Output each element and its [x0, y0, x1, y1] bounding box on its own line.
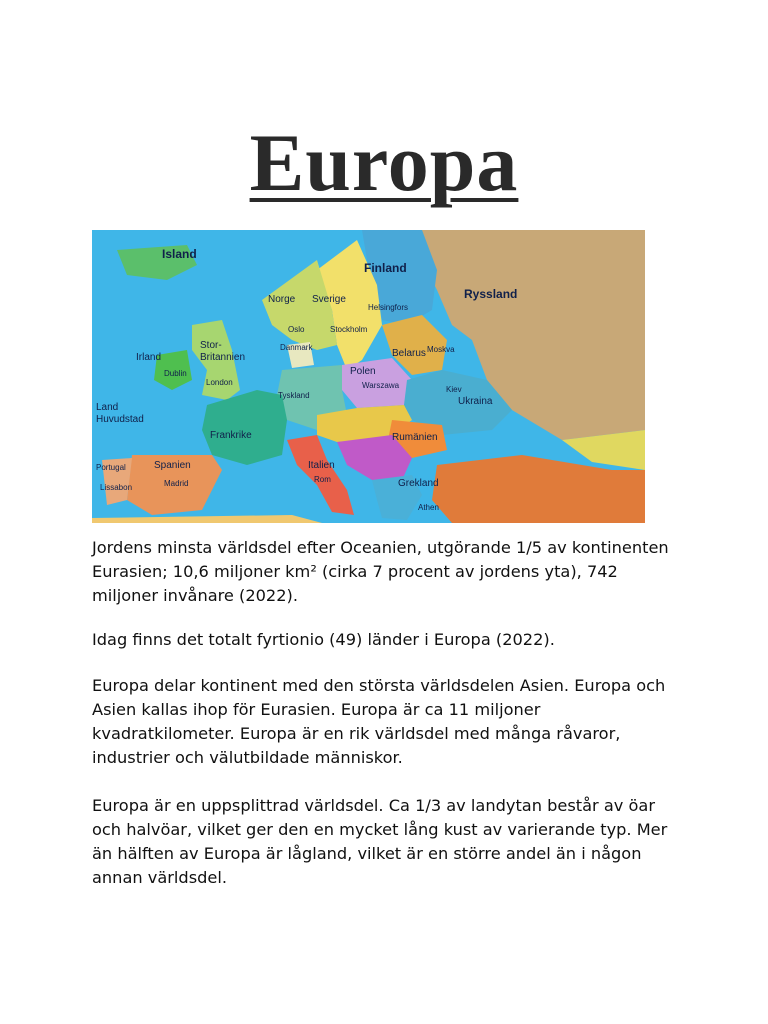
- paragraph-4-text: Europa är en uppsplittrad världsdel. Ca 1/3 av landytan består av öar och halvöar, vilket ger den en mycket lång kust av varierande typ. Mer än hälften av Europa är lågland, vilket är en större andel än i någon annan världsdel.: [92, 796, 668, 887]
- label-rumanien: Rumänien: [392, 432, 438, 443]
- label-belarus: Belarus: [392, 348, 426, 359]
- paragraph-2: [92, 628, 682, 652]
- label-irland: Irland: [136, 352, 162, 363]
- paragraph-3-text: Europa delar kontinent med den största världsdelen Asien. Europa och Asien kallas ihop för Eurasien. Europa är ca 11 miljoner kvadratkilometer. Europa är en rik världsdel med många råvaror, industrier och välutbildade människor.: [92, 676, 666, 767]
- label-storbritannien-2: Britannien: [200, 352, 246, 363]
- paragraph-2-text: Idag finns det totalt fyrtionio (49) länder i Europa (2022).: [92, 630, 555, 649]
- legend-huvudstad: Huvudstad: [96, 414, 144, 425]
- europe-map: [92, 230, 645, 523]
- label-storbritannien-1: Stor-: [200, 340, 222, 351]
- label-kiev: Kiev: [446, 385, 462, 394]
- label-warszawa: Warszawa: [362, 381, 400, 390]
- label-helsingfors: Helsingfors: [368, 303, 409, 312]
- paragraph-1: [92, 536, 682, 608]
- label-ryssland: Ryssland: [464, 287, 518, 301]
- label-ukraina: Ukraina: [458, 396, 493, 407]
- europe-map-svg: [92, 230, 645, 523]
- label-frankrike: Frankrike: [210, 430, 252, 441]
- page-title: [0, 118, 768, 208]
- label-athen: Athen: [418, 503, 439, 512]
- paragraph-4: [92, 794, 682, 890]
- label-dublin: Dublin: [164, 369, 187, 378]
- label-madrid: Madrid: [164, 479, 189, 488]
- label-island: Island: [162, 247, 197, 261]
- label-italien: Italien: [308, 460, 335, 471]
- legend-land: Land: [96, 402, 119, 413]
- title-text: Europa: [249, 117, 519, 208]
- label-sverige: Sverige: [312, 294, 346, 305]
- label-moskva: Moskva: [427, 345, 455, 354]
- paragraph-3: [92, 674, 682, 770]
- label-grekland: Grekland: [398, 478, 439, 489]
- label-danmark: Danmark: [280, 343, 313, 352]
- label-portugal: Portugal: [96, 463, 126, 472]
- paragraph-1-text: Jordens minsta världsdel efter Oceanien, utgörande 1/5 av kontinenten Eurasien; 10,6 miljoner km² (cirka 7 procent av jordens yta), 742 miljoner invånare (2022).: [92, 538, 669, 605]
- label-norge: Norge: [268, 294, 296, 305]
- label-stockholm: Stockholm: [330, 325, 368, 334]
- label-oslo: Oslo: [288, 325, 305, 334]
- label-polen: Polen: [350, 366, 376, 377]
- label-lissabon: Lissabon: [100, 483, 133, 492]
- label-rom: Rom: [314, 475, 331, 484]
- label-london: London: [206, 378, 233, 387]
- label-spanien: Spanien: [154, 460, 191, 471]
- label-finland: Finland: [364, 261, 407, 275]
- label-tyskland: Tyskland: [278, 391, 310, 400]
